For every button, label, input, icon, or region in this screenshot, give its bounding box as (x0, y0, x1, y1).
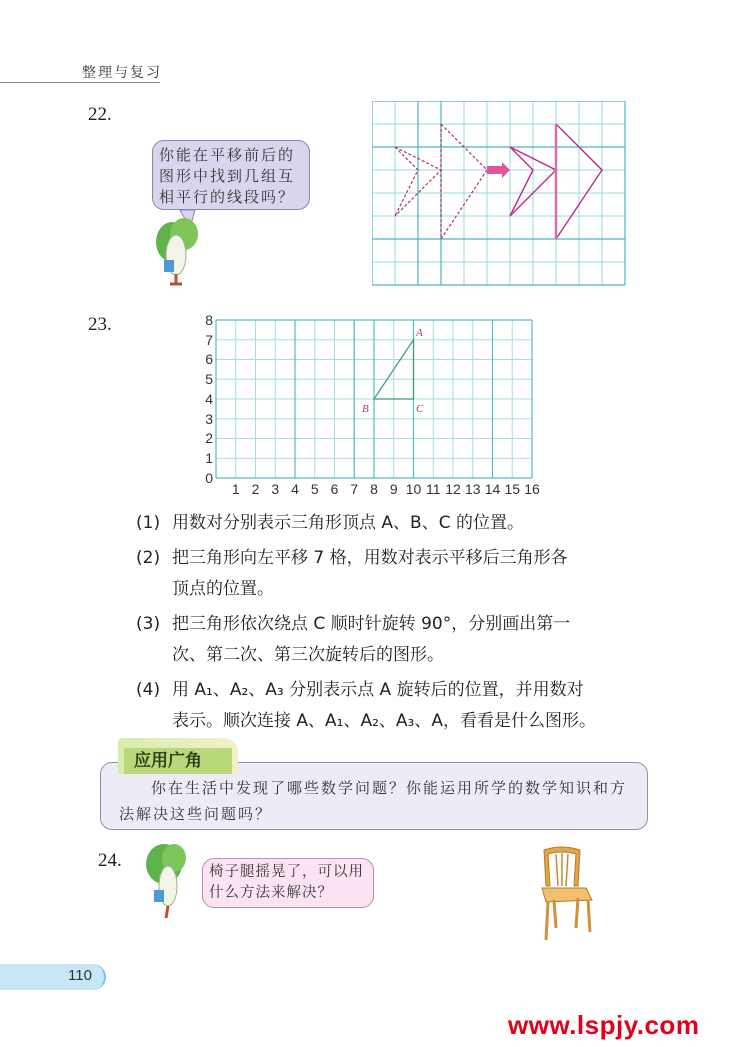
svg-text:9: 9 (389, 481, 398, 497)
svg-text:6: 6 (205, 351, 213, 367)
svg-text:1: 1 (231, 481, 240, 497)
speech-bubble-q24: 椅子腿摇晃了，可以用什么方法来解决？ (202, 858, 374, 908)
svg-text:5: 5 (205, 371, 213, 387)
svg-text:2: 2 (205, 430, 213, 446)
speech-bubble-q22: 你能在平移前后的图形中找到几组互相平行的线段吗？ (152, 140, 310, 210)
question-22-number: 22. (88, 104, 112, 125)
svg-text:7: 7 (350, 481, 359, 497)
question-23-number: 23. (88, 314, 112, 335)
svg-text:8: 8 (205, 312, 213, 328)
application-tag: 应用广角 (124, 748, 232, 774)
label-b: B (362, 403, 369, 415)
translation-grid (372, 101, 628, 288)
svg-text:4: 4 (291, 481, 299, 497)
svg-text:15: 15 (504, 481, 521, 497)
chair-icon (532, 846, 602, 946)
item-1: (1) 用数对分别表示三角形顶点 A、B、C 的位置。 (136, 513, 524, 533)
svg-text:0: 0 (205, 470, 213, 486)
x-axis-ticks (232, 481, 540, 497)
label-a: A (416, 327, 423, 339)
y-axis-ticks (205, 312, 213, 486)
svg-text:12: 12 (445, 481, 461, 497)
page-number: 110 (68, 967, 92, 984)
svg-text:13: 13 (464, 481, 481, 497)
item-2: (2) 把三角形向左平移 7 格，用数对表示平移后三角形各 顶点的位置。 (136, 548, 568, 599)
svg-text:1: 1 (205, 450, 213, 466)
svg-text:2: 2 (251, 481, 260, 497)
svg-text:11: 11 (425, 481, 441, 497)
watermark: www.lspjy.com (508, 1010, 700, 1040)
svg-text:16: 16 (524, 481, 540, 497)
cabbage-character-icon (138, 842, 200, 922)
application-text: 你在生活中发现了哪些数学问题？你能运用所学的数学知识和方法解决这些问题吗？ (119, 779, 628, 823)
header-divider (0, 82, 160, 83)
svg-text:4: 4 (205, 391, 213, 407)
section-title: 整理与复习 (82, 65, 162, 81)
svg-text:5: 5 (310, 481, 319, 497)
label-c: C (416, 403, 424, 415)
cabbage-character-icon (150, 200, 260, 290)
item-3: (3) 把三角形依次绕点 C 顺时针旋转 90°，分别画出第一 次、第二次、第三次旋转后的图形。 (136, 614, 571, 665)
svg-text:3: 3 (205, 411, 213, 427)
svg-text:3: 3 (271, 481, 280, 497)
svg-text:7: 7 (205, 332, 213, 348)
coordinate-grid (196, 310, 556, 500)
svg-text:10: 10 (405, 481, 422, 497)
svg-text:14: 14 (484, 481, 501, 497)
question-23-items (136, 508, 656, 737)
item-4: (4) 用 A₁、A₂、A₃ 分别表示点 A 旋转后的位置，并用数对 表示。顺次连接 A、A₁、A₂、A₃、A，看看是什么图形。 (136, 680, 596, 731)
svg-text:8: 8 (370, 481, 378, 497)
svg-text:6: 6 (330, 481, 339, 497)
arrow-right-icon (487, 162, 510, 178)
question-24-number: 24. (98, 850, 122, 871)
